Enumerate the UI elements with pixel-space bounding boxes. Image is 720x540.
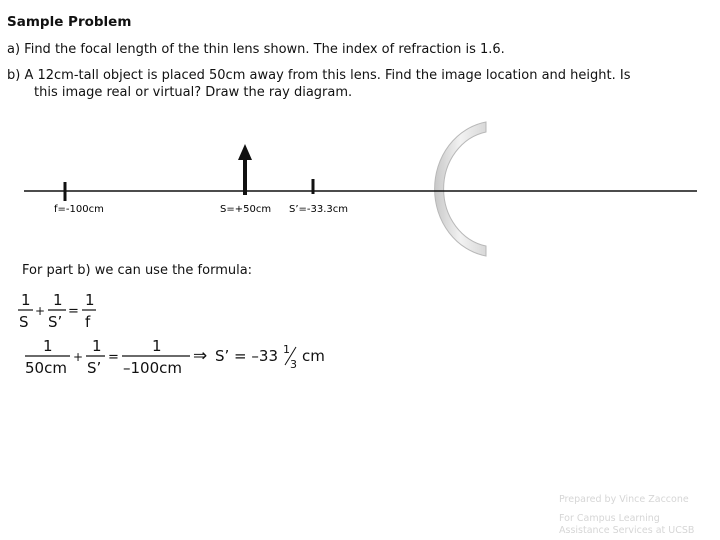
ray-diagram (0, 110, 720, 270)
eq2-plus: + (73, 350, 84, 364)
result-fraction-numerator: 1 (283, 343, 290, 356)
eq1-term1-denominator: S (19, 313, 29, 331)
implies-arrow: ⇒ (193, 346, 208, 366)
eq1-equals: = (68, 304, 79, 319)
eq1-term2-denominator: S’ (48, 313, 63, 331)
eq2-rhs-denominator: –100cm (123, 359, 182, 377)
result-unit: cm (302, 347, 325, 365)
page-title: Sample Problem (7, 14, 132, 30)
eq1-plus: + (35, 304, 46, 318)
problem-part-b-line1: b) A 12cm-tall object is placed 50cm away from this lens. Find the image location and height. Is (7, 68, 631, 83)
eq1-rhs-numerator: 1 (85, 291, 95, 309)
eq1-rhs-denominator: f (85, 313, 91, 331)
substituted-equation (25, 337, 325, 377)
focal-label: f=-100cm (54, 204, 104, 215)
eq2-term2-denominator: S’ (87, 359, 102, 377)
image-distance-label: S’=-33.3cm (289, 204, 349, 215)
eq2-term1-numerator: 1 (43, 337, 53, 355)
object-arrow-head (238, 144, 252, 160)
eq2-rhs-numerator: 1 (152, 337, 162, 355)
object-distance-label: S=+50cm (220, 204, 272, 215)
lens-shape (435, 122, 486, 256)
eq2-equals: = (108, 350, 119, 365)
thin-lens-equation (18, 291, 96, 331)
result-fraction-denominator: 3 (290, 358, 297, 371)
footer-credit: Prepared by Vince Zaccone (559, 494, 689, 505)
formula-intro: For part b) we can use the formula: (22, 263, 253, 278)
lens-equations (0, 285, 400, 385)
eq1-term1-numerator: 1 (21, 291, 31, 309)
result-lhs: S’ = –33 (215, 347, 278, 365)
footer-line-2: For Campus Learning (559, 513, 660, 524)
problem-part-b-line2: this image real or virtual? Draw the ray diagram. (34, 85, 353, 100)
footer-line-3: Assistance Services at UCSB (559, 525, 695, 536)
problem-part-a: a) Find the focal length of the thin lens shown. The index of refraction is 1.6. (7, 42, 505, 57)
eq2-term2-numerator: 1 (92, 337, 102, 355)
problem-part-b (7, 67, 707, 101)
eq2-term1-denominator: 50cm (25, 359, 67, 377)
eq1-term2-numerator: 1 (53, 291, 63, 309)
